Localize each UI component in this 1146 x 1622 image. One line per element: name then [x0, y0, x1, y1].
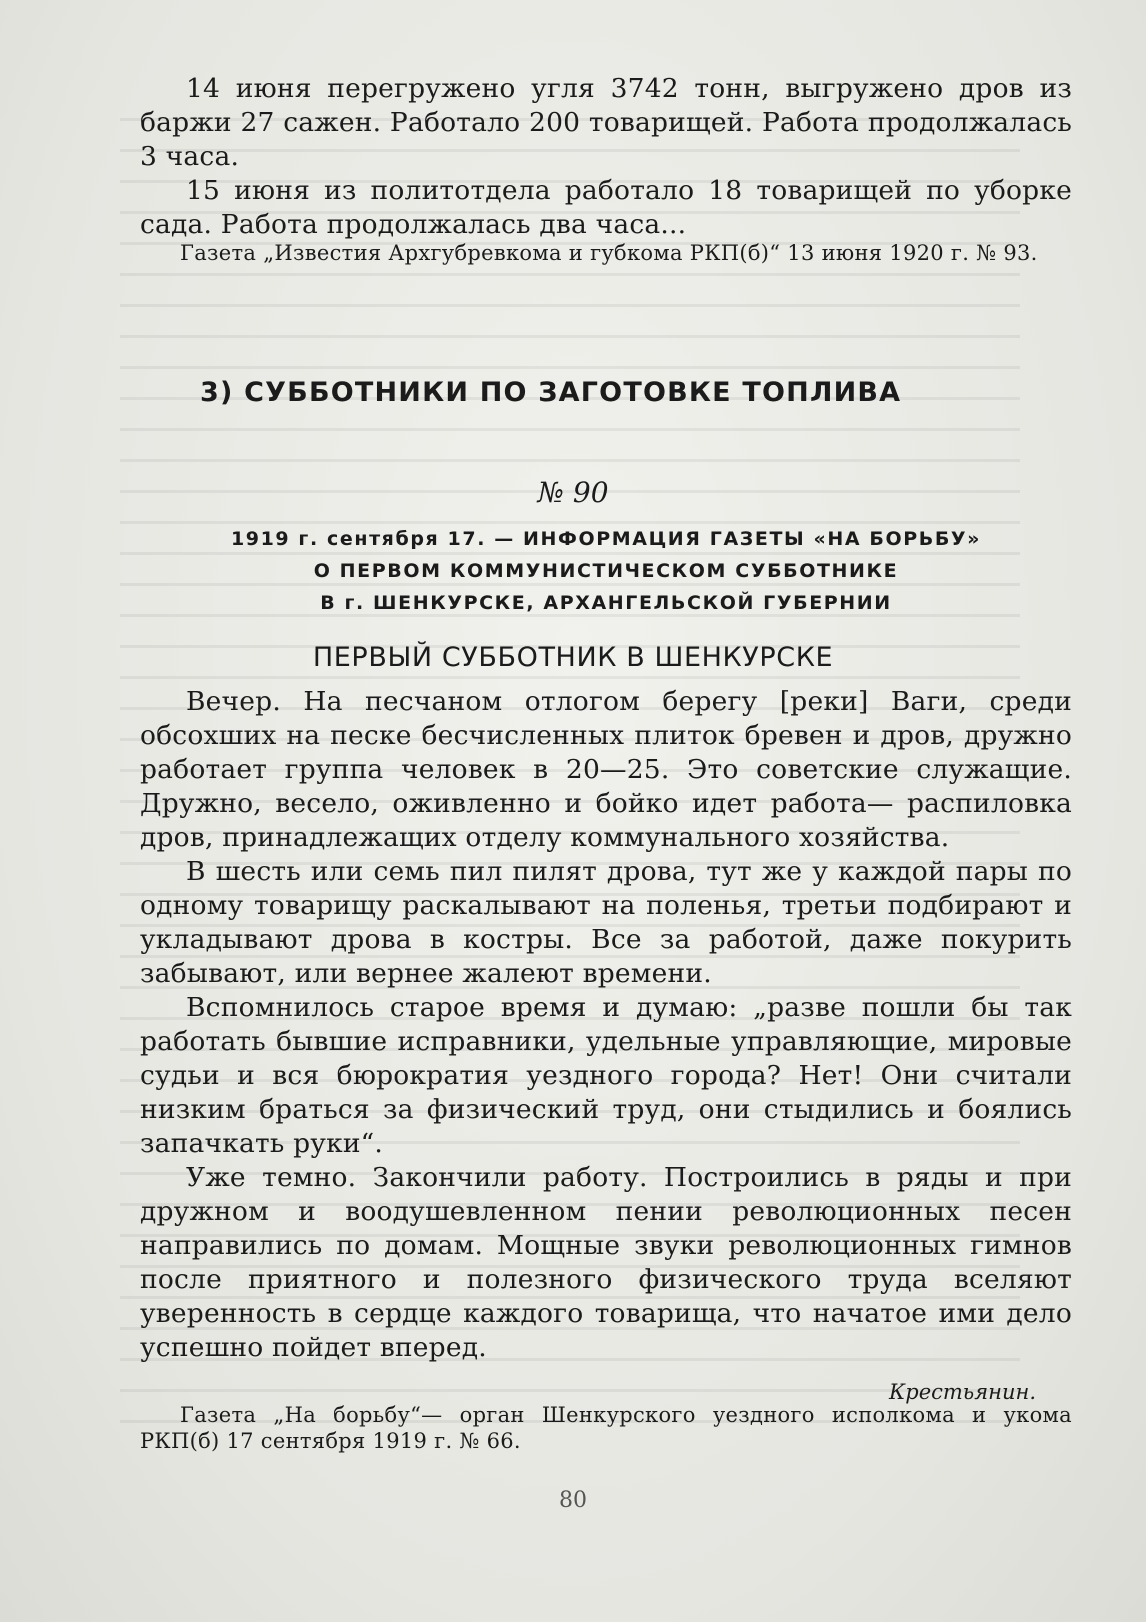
section-heading: 3) СУББОТНИКИ ПО ЗАГОТОВКЕ ТОПЛИВА [200, 377, 902, 408]
article-heading: ПЕРВЫЙ СУББОТНИК В ШЕНКУРСКЕ [312, 642, 834, 673]
article-paragraph: Вспомнилось старое время и думаю: „разве пошли бы так работать бывшие исправники, удельные управляющие, мировые судьи и вся бюрократия уездного города? Нет! Они считали низким браться за физический труд, они стыдились и боялись запачкать руки“. [140, 992, 1072, 1159]
document-number: № 90 [537, 476, 609, 509]
top-text-block [140, 72, 1072, 242]
source-citation-izvestia: Газета „Известия Архгубревкома и губкома РКП(б)“ 13 июня 1920 г. № 93. [180, 241, 1038, 265]
article-body [140, 685, 1072, 1365]
paragraph-june-14: 14 июня перегружено угля 3742 тонн, выгружено дров из баржи 27 сажен. Работало 200 товарищей. Работа продолжалась 3 часа. [140, 73, 1072, 172]
source-citation-na-borbu: Газета „На борьбу“— орган Шенкурского уездного исполкома и укома РКП(б) 17 сентября 1919 г. № 66. [140, 1403, 1072, 1453]
article-paragraph: В шесть или семь пил пилят дрова, тут же у каждой пары по одному товарищу раскалывают на поленья, третьи подбирают и укладывают дрова в костры. Все за работой, даже покурить забывают, или вернее жалеют времени. [140, 856, 1072, 989]
paragraph-june-15: 15 июня из политотдела работало 18 товарищей по уборке сада. Работа продолжалась два часа... [140, 175, 1072, 240]
document-title-line: 1919 г. сентября 17. — ИНФОРМАЦИЯ ГАЗЕТЫ «НА БОРЬБУ» [230, 528, 982, 550]
article-paragraph: Уже темно. Закончили работу. Построились в ряды и при дружном и воодушевленном пении революционных песен направились по домам. Мощные звуки революционных гимнов после приятного и полезного физического труда вселяют уверенность в сердце каждого товарища, что начатое ими дело успешно пойдет вперед. [140, 1162, 1072, 1363]
bottom-source-block [140, 1402, 1072, 1454]
top-source-block [140, 240, 1072, 266]
article-paragraph: Вечер. На песчаном отлогом берегу [реки] Ваги, среди обсохших на песке бесчисленных плиток бревен и дров, дружно работает группа человек в 20—25. Это советские служащие. Дружно, весело, оживленно и бойко идет работа— распиловка дров, принадлежащих отделу коммунального хозяйства. [140, 686, 1072, 853]
document-title-line: О ПЕРВОМ КОММУНИСТИЧЕСКОМ СУББОТНИКЕ [313, 560, 899, 582]
document-title-line: В г. ШЕНКУРСКЕ, АРХАНГЕЛЬСКОЙ ГУБЕРНИИ [320, 592, 892, 614]
page-number: 80 [559, 1488, 587, 1513]
document-title [140, 523, 1072, 619]
author-signature: Крестьянин. [889, 1380, 1036, 1404]
